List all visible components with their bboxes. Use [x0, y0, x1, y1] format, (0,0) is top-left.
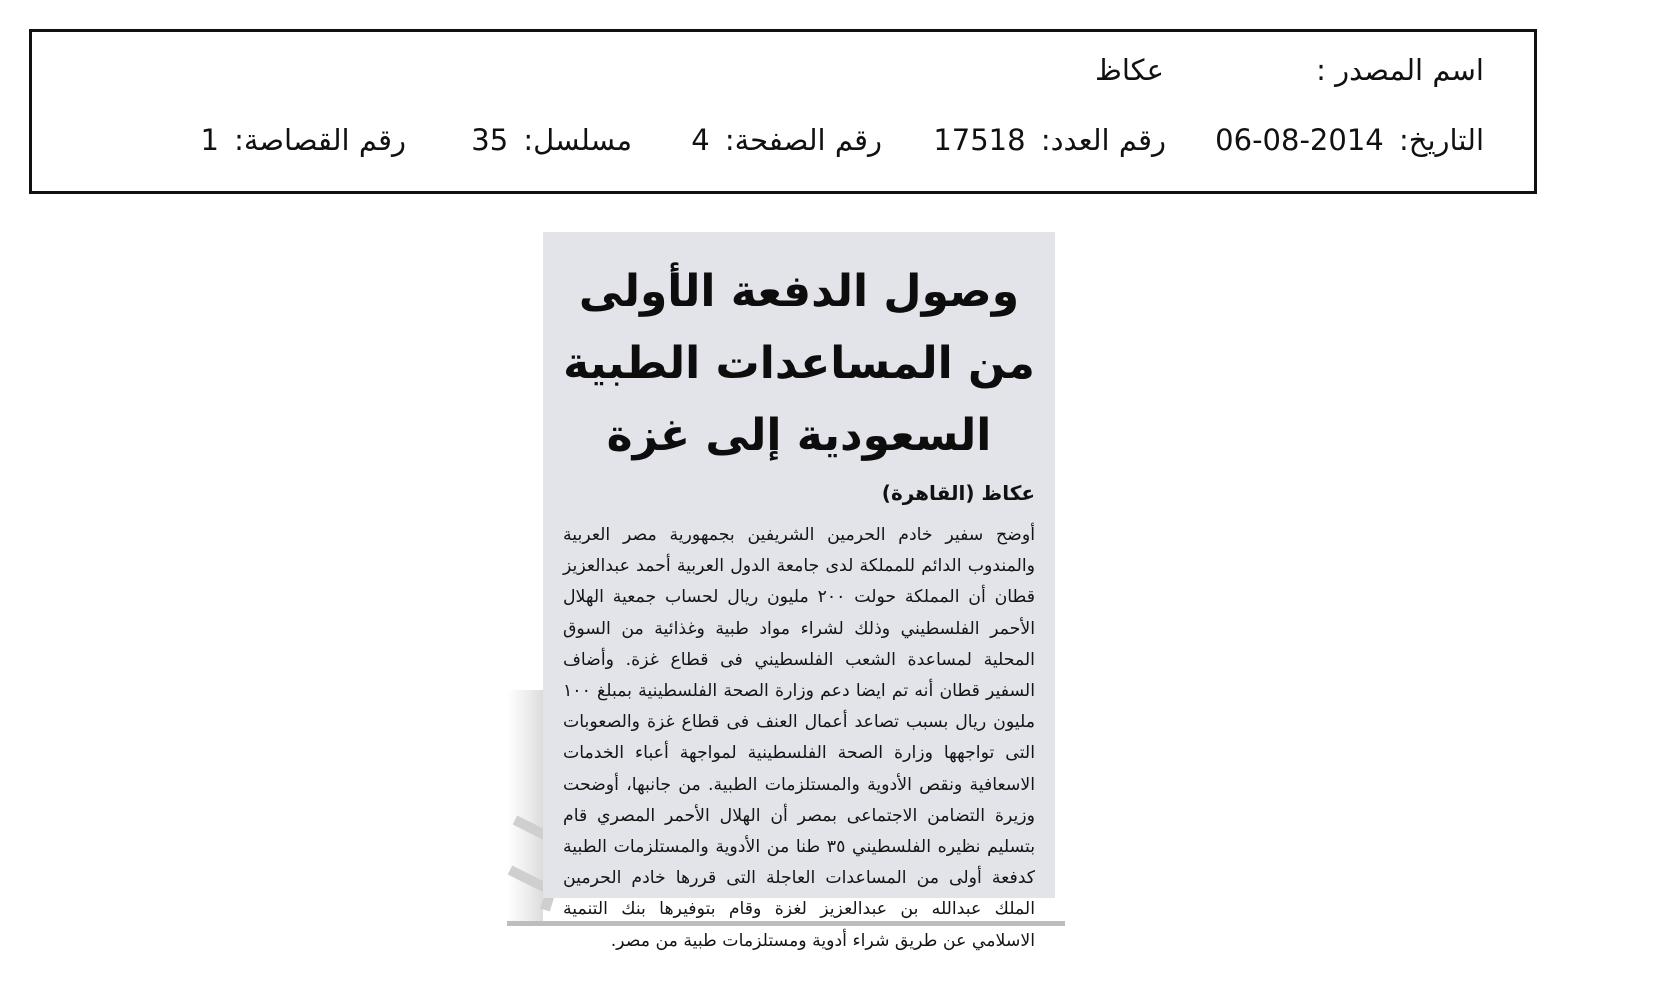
article-body: أوضح سفير خادم الحرمين الشريفين بجمهورية مصر العربية والمندوب الدائم للمملكة لدى جامعة الدول العربية أحمد عبدالعزيز قطان أن المملكة حولت ٢٠٠ مليون ريال لحساب جمعية الهلال الأحمر الفلسطيني وذلك لشراء مواد طبية وغذائية من السوق المحلية لمساعدة الشعب الفلسطيني فى قطاع غزة. وأضاف السفير قطان أنه تم ايضا دعم وزارة الصحة الفلسطينية بمبلغ ١٠٠ مليون ريال بسبب تصاعد أعمال العنف فى قطاع غزة والصعوبات التى تواجهها وزارة الصحة الفلسطينية لمواجهة أعباء الخدمات الاسعافية ونقص الأدوية والمستلزمات الطبية. من جانبها، أوضحت وزيرة التضامن الاجتماعى بمصر أن الهلال الأحمر المصري قام بتسليم نظيره الفلسطيني ٣٥ طنا من الأدوية والمستلزمات الطبية كدفعة أولى من المساعدات العاجلة التى قررها خادم الحرمين الملك عبدالله بن عبدالعزيز لغزة وقام بتوفيرها بنك التنمية الاسلامي عن طريق شراء أدوية ومستلزمات طبية من مصر. — [563, 525, 1036, 951]
date-label: التاريخ: — [1398, 123, 1484, 157]
serial-value: 35 — [471, 123, 509, 157]
page-value: 4 — [691, 123, 710, 157]
serial-field — [471, 120, 632, 160]
clip-value: 1 — [200, 123, 219, 157]
page-field — [691, 120, 882, 160]
article-headline: وصول الدفعة الأولى من المساعدات الطبية السعودية إلى غزة — [563, 266, 1035, 461]
clip-field — [200, 120, 406, 160]
issue-field — [933, 120, 1166, 160]
source-label: اسم المصدر : — [1316, 53, 1484, 87]
page-label: رقم الصفحة: — [724, 123, 882, 157]
source-value: عكاظ — [1095, 53, 1164, 87]
issue-value: 17518 — [933, 123, 1026, 157]
date-value: 2014-08-06 — [1215, 123, 1384, 157]
issue-label: رقم العدد: — [1040, 123, 1166, 157]
serial-label: مسلسل: — [523, 123, 632, 157]
article-byline: عكاظ (القاهرة) — [881, 481, 1035, 505]
date-field — [1215, 120, 1484, 160]
metadata-box — [29, 29, 1537, 194]
newspaper-clipping — [543, 232, 1055, 951]
clip-label: رقم القصاصة: — [234, 123, 406, 157]
